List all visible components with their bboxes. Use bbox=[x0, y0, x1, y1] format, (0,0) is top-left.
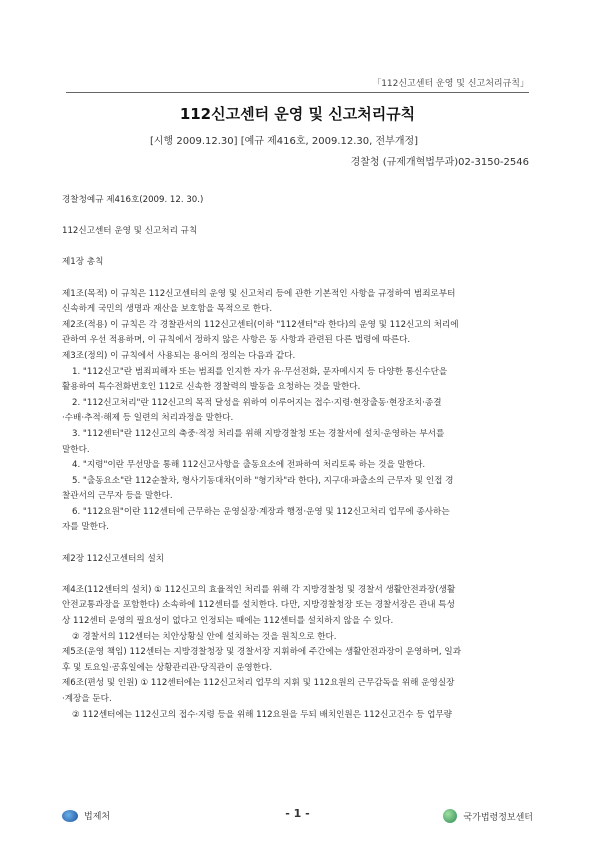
article-line: 제3조(정의) 이 규칙에서 사용되는 용어의 정의는 다음과 같다. bbox=[62, 350, 296, 361]
page-footer bbox=[62, 805, 533, 825]
footer-left-label: 법제처 bbox=[84, 812, 111, 822]
law-center-logo-icon bbox=[443, 809, 457, 823]
definition-line: 2. "112신고처리"란 112신고의 목적 달성을 위하여 이루어지는 접수·지령·현장출동·현장조치·종결 bbox=[72, 397, 442, 408]
article-line: ② 경찰서의 112센터는 치안상황실 안에 설치하는 것을 원칙으로 한다. bbox=[72, 631, 337, 642]
article-line: 제2조(적용) 이 규칙은 각 경찰관서의 112신고센터(이하 "112센터"라 한다)의 운영 및 112신고의 처리에 bbox=[62, 319, 459, 330]
article-line: 후 및 토요일·공휴일에는 상황관리관·당직관이 운영한다. bbox=[62, 662, 273, 673]
definition-line: 활용하여 특수전화번호인 112로 신속한 경찰력의 발동을 요청하는 것을 말한다. bbox=[62, 382, 361, 393]
rule-title: 112신고센터 운영 및 신고처리 규칙 bbox=[62, 226, 198, 237]
article-line: 안전교통과장을 포함한다) 소속하에 112센터를 설치한다. 다만, 지방경찰청장 또는 경찰서장은 관내 특성 bbox=[62, 600, 455, 611]
agency-contact: 경찰청 (규제개혁법무과)02-3150-2546 bbox=[350, 157, 529, 168]
article-line: 제5조(운영 책임) 112센터는 지방경찰청장 및 경찰서장 지휘하에 주간에는 생활안전과장이 운영하며, 일과 bbox=[62, 647, 461, 658]
chapter-heading: 제2장 112신고센터의 설치 bbox=[62, 553, 165, 564]
article-line: 상 112센터 운영의 필요성이 없다고 인정되는 때에는 112센터를 설치하지 않을 수 있다. bbox=[62, 616, 394, 627]
article-line: ② 112센터에는 112신고의 접수·지령 등을 위해 112요원을 두되 배치인원은 112신고건수 등 업무량 bbox=[72, 709, 453, 720]
header-rule bbox=[66, 92, 529, 93]
enforcement-info: [시행 2009.12.30] [예규 제416호, 2009.12.30, 전부개정] bbox=[150, 136, 419, 147]
document-body bbox=[62, 193, 540, 723]
page-number: - 1 - bbox=[285, 807, 310, 820]
definition-line: 1. "112신고"란 범죄피해자 또는 범죄를 인지한 자가 유·무선전화, 문자메시지 등 다양한 통신수단을 bbox=[72, 366, 448, 377]
article-line: 제4조(112센터의 설치) ① 112신고의 효율적인 처리를 위해 각 지방경찰청 및 경찰서 생활안전과장(생활 bbox=[62, 584, 456, 595]
article-line: 제6조(편성 및 인원) ① 112센터에는 112신고처리 업무의 지휘 및 112요원의 근무감독을 위해 운영실장 bbox=[62, 678, 455, 689]
definition-line: 말한다. bbox=[62, 444, 90, 455]
article-line: 관하여 우선 적용하며, 이 규칙에서 정하지 않은 사항은 동 사항과 관련된 다른 법령에 따른다. bbox=[62, 335, 411, 346]
definition-line: 찰관서의 근무자 등을 말한다. bbox=[62, 491, 173, 502]
article-line: ·계장을 둔다. bbox=[62, 694, 112, 704]
definition-line: 3. "112센터"란 112신고의 축중·적정 처리를 위해 지방경찰청 또는 경찰서에 설치·운영하는 부서를 bbox=[72, 428, 445, 439]
article-line: 신속하게 국민의 생명과 재산을 보호함을 목적으로 한다. bbox=[62, 304, 273, 315]
article-line: 제1조(목적) 이 규칙은 112신고센터의 운영 및 신고처리 등에 관한 기본적인 사항을 규정하여 범죄로부터 bbox=[62, 288, 456, 299]
document-title: 112신고센터 운영 및 신고처리규칙 bbox=[179, 105, 416, 123]
definition-line: 4. "지령"이란 무선망을 통해 112신고사항을 출동요소에 전파하여 처리토록 하는 것을 말한다. bbox=[72, 460, 426, 471]
definition-line: 자를 말한다. bbox=[62, 522, 109, 533]
definition-line: 5. "출동요소"란 112순찰차, 형사기동대차(이하 "형기차"라 한다), 지구대·파출소의 근무자 및 인접 경 bbox=[72, 475, 454, 486]
running-header: 「112신고센터 운영 및 신고처리규칙」 bbox=[372, 79, 529, 89]
footer-right bbox=[443, 809, 533, 823]
definition-line: 6. "112요원"이란 112센터에 근무하는 운영실장·계장과 행정·운영 및 112신고처리 업무에 종사하는 bbox=[72, 506, 450, 517]
chapter-heading: 제1장 총칙 bbox=[62, 257, 104, 268]
definition-line: ·수배·추적·해제 등 일련의 처리과정을 말한다. bbox=[62, 413, 234, 424]
footer-right-label: 국가법령정보센터 bbox=[463, 812, 533, 823]
decree-number: 경찰청예규 제416호(2009. 12. 30.) bbox=[62, 195, 204, 205]
